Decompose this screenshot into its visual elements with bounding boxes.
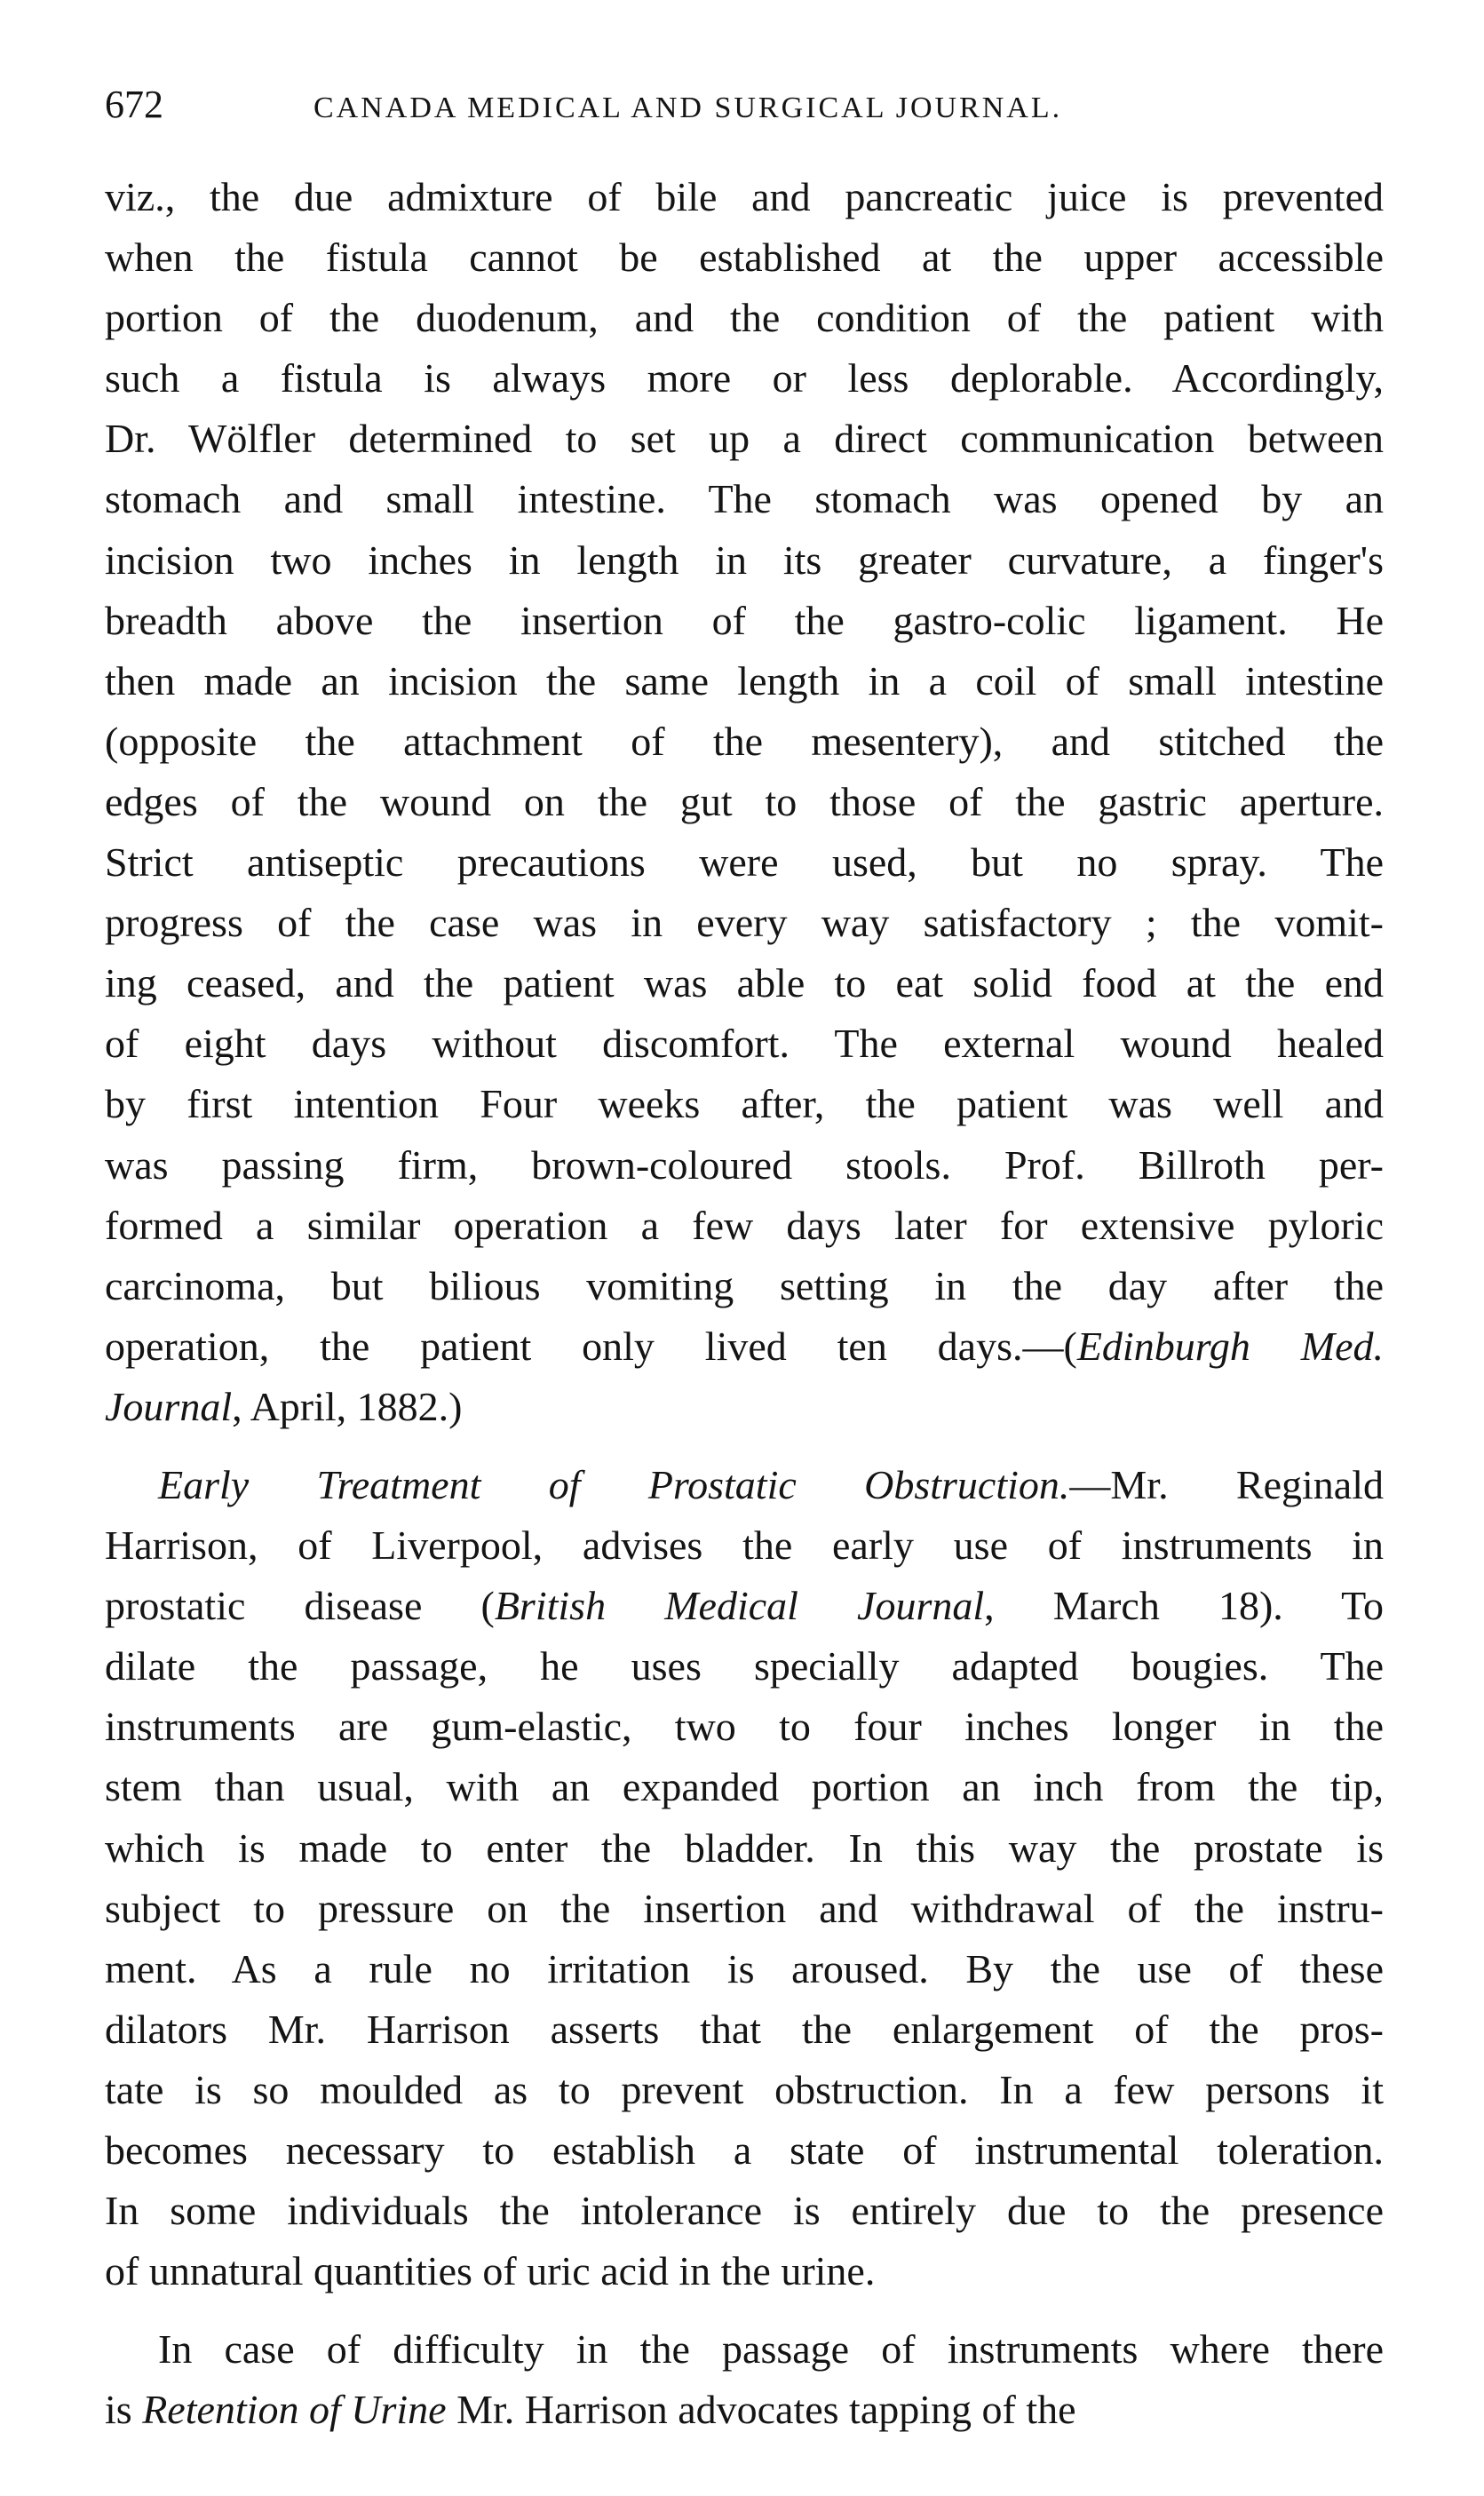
- text-run: progress of the case was in every way satisfactory ; the vomit-: [105, 900, 1384, 946]
- italic-run: Early Treatment of Prostatic Obstruction.: [158, 1461, 1070, 1507]
- text-run: portion of the duodenum, and the condition of the patient with: [105, 295, 1384, 341]
- text-run: which is made to enter the bladder. In this way the prostate is: [105, 1824, 1384, 1871]
- paragraph-gap: [105, 2301, 1384, 2319]
- text-line: [105, 772, 1384, 832]
- text-run: In case of difficulty in the passage of instruments where there: [158, 2326, 1384, 2373]
- text-run: then made an incision the same length in a coil of small intestine: [105, 657, 1384, 703]
- text-run: dilate the passage, he uses specially adapted bougies. The: [105, 1643, 1384, 1689]
- italic-run: Journal: [105, 1383, 233, 1429]
- text-line: [105, 530, 1384, 591]
- text-line: [105, 1256, 1384, 1316]
- text-run: (opposite the attachment of the mesentery), and stitched the: [105, 718, 1384, 764]
- text-run: becomes necessary to establish a state of instrumental toleration.: [105, 2127, 1384, 2173]
- text-line: [105, 1576, 1384, 1636]
- text-run: Strict antiseptic precautions were used, but no spray. The: [105, 839, 1384, 886]
- text-run: viz., the due admixture of bile and pancreatic juice is prevented: [105, 174, 1384, 219]
- text-line: [105, 1455, 1384, 1515]
- text-line: [105, 1757, 1384, 1817]
- paragraph: [105, 1455, 1384, 2301]
- text-line: [105, 591, 1384, 651]
- text-line: [105, 1074, 1384, 1134]
- text-line: [105, 1135, 1384, 1196]
- text-line: [105, 1316, 1384, 1377]
- text-run: such a fistula is always more or less deplorable. Accordingly,: [105, 355, 1384, 401]
- text-line: [105, 227, 1384, 288]
- text-line: [105, 2241, 1384, 2301]
- text-line: [105, 1939, 1384, 1999]
- text-line: [105, 832, 1384, 893]
- text-run: ing ceased, and the patient was able to eat solid food at the end: [105, 960, 1384, 1006]
- running-title: CANADA MEDICAL AND SURGICAL JOURNAL.: [313, 91, 1063, 124]
- text-line: [105, 348, 1384, 409]
- text-run: was passing firm, brown-coloured stools. Prof. Billroth per-: [105, 1141, 1384, 1188]
- text-run: by first intention Four weeks after, the patient was well and: [105, 1081, 1384, 1127]
- text-run: subject to pressure on the insertion and withdrawal of the instru-: [105, 1885, 1384, 1931]
- page-number: 672: [105, 83, 163, 126]
- text-line: [105, 288, 1384, 348]
- text-line: [105, 2181, 1384, 2241]
- text-run: when the fistula cannot be established at the upper accessible: [105, 234, 1384, 281]
- text-run: is: [105, 2387, 143, 2433]
- text-run: of eight days without discomfort. The external wound healed: [105, 1021, 1384, 1067]
- text-line: [105, 893, 1384, 953]
- text-line: [105, 1014, 1384, 1074]
- text-line: [105, 1515, 1384, 1576]
- italic-run: Edinburgh Med.: [1076, 1323, 1384, 1369]
- text-line: [105, 1818, 1384, 1879]
- text-line: [105, 1377, 1384, 1437]
- text-run: prostatic disease (: [105, 1583, 495, 1629]
- text-line: [105, 711, 1384, 772]
- text-line: [105, 167, 1384, 227]
- text-run: , March 18). To: [984, 1583, 1384, 1629]
- text-line: [105, 2060, 1384, 2120]
- text-run: instruments are gum-elastic, two to four inches longer in the: [105, 1704, 1384, 1750]
- text-run: stem than usual, with an expanded portion an inch from the tip,: [105, 1764, 1384, 1810]
- paragraph: [105, 167, 1384, 1437]
- text-line: [105, 953, 1384, 1014]
- text-run: , April, 1882.): [232, 1383, 463, 1429]
- text-line: [105, 2319, 1384, 2380]
- text-line: [105, 1196, 1384, 1256]
- text-run: Harrison, of Liverpool, advises the early use of instruments in: [105, 1522, 1384, 1569]
- text-line: [105, 2380, 1384, 2440]
- paragraph: [105, 2319, 1384, 2440]
- text-run: of unnatural quantities of uric acid in the urine.: [105, 2248, 876, 2294]
- italic-run: Retention of Urine: [142, 2387, 447, 2433]
- text-run: incision two inches in length in its greater curvature, a finger's: [105, 537, 1384, 583]
- page-header: [105, 78, 1384, 131]
- article-body: [105, 167, 1384, 2440]
- text-run: Mr. Harrison advocates tapping of the: [446, 2387, 1076, 2433]
- text-run: breadth above the insertion of the gastro-colic ligament. He: [105, 597, 1384, 643]
- text-run: —Mr. Reginald: [1069, 1461, 1384, 1507]
- text-run: dilators Mr. Harrison asserts that the enlargement of the pros-: [105, 2006, 1384, 2052]
- text-line: [105, 1697, 1384, 1757]
- text-line: [105, 1636, 1384, 1697]
- text-run: stomach and small intestine. The stomach was opened by an: [105, 476, 1384, 522]
- text-line: [105, 1879, 1384, 1939]
- text-line: [105, 1999, 1384, 2060]
- text-run: carcinoma, but bilious vomiting setting in the day after the: [105, 1262, 1384, 1308]
- text-line: [105, 2120, 1384, 2181]
- text-line: [105, 651, 1384, 711]
- text-run: formed a similar operation a few days later for extensive pyloric: [105, 1202, 1384, 1248]
- text-run: tate is so moulded as to prevent obstruction. In a few persons it: [105, 2066, 1384, 2112]
- text-run: ment. As a rule no irritation is aroused. By the use of these: [105, 1945, 1384, 1991]
- text-line: [105, 469, 1384, 529]
- text-run: edges of the wound on the gut to those of the gastric aperture.: [105, 778, 1384, 824]
- paragraph-gap: [105, 1437, 1384, 1455]
- italic-run: British Medical Journal: [494, 1583, 985, 1629]
- text-run: operation, the patient only lived ten days.—(: [105, 1323, 1077, 1369]
- text-run: Dr. Wölfler determined to set up a direct communication between: [105, 416, 1384, 462]
- text-line: [105, 409, 1384, 469]
- text-run: In some individuals the intolerance is entirely due to the presence: [105, 2188, 1384, 2234]
